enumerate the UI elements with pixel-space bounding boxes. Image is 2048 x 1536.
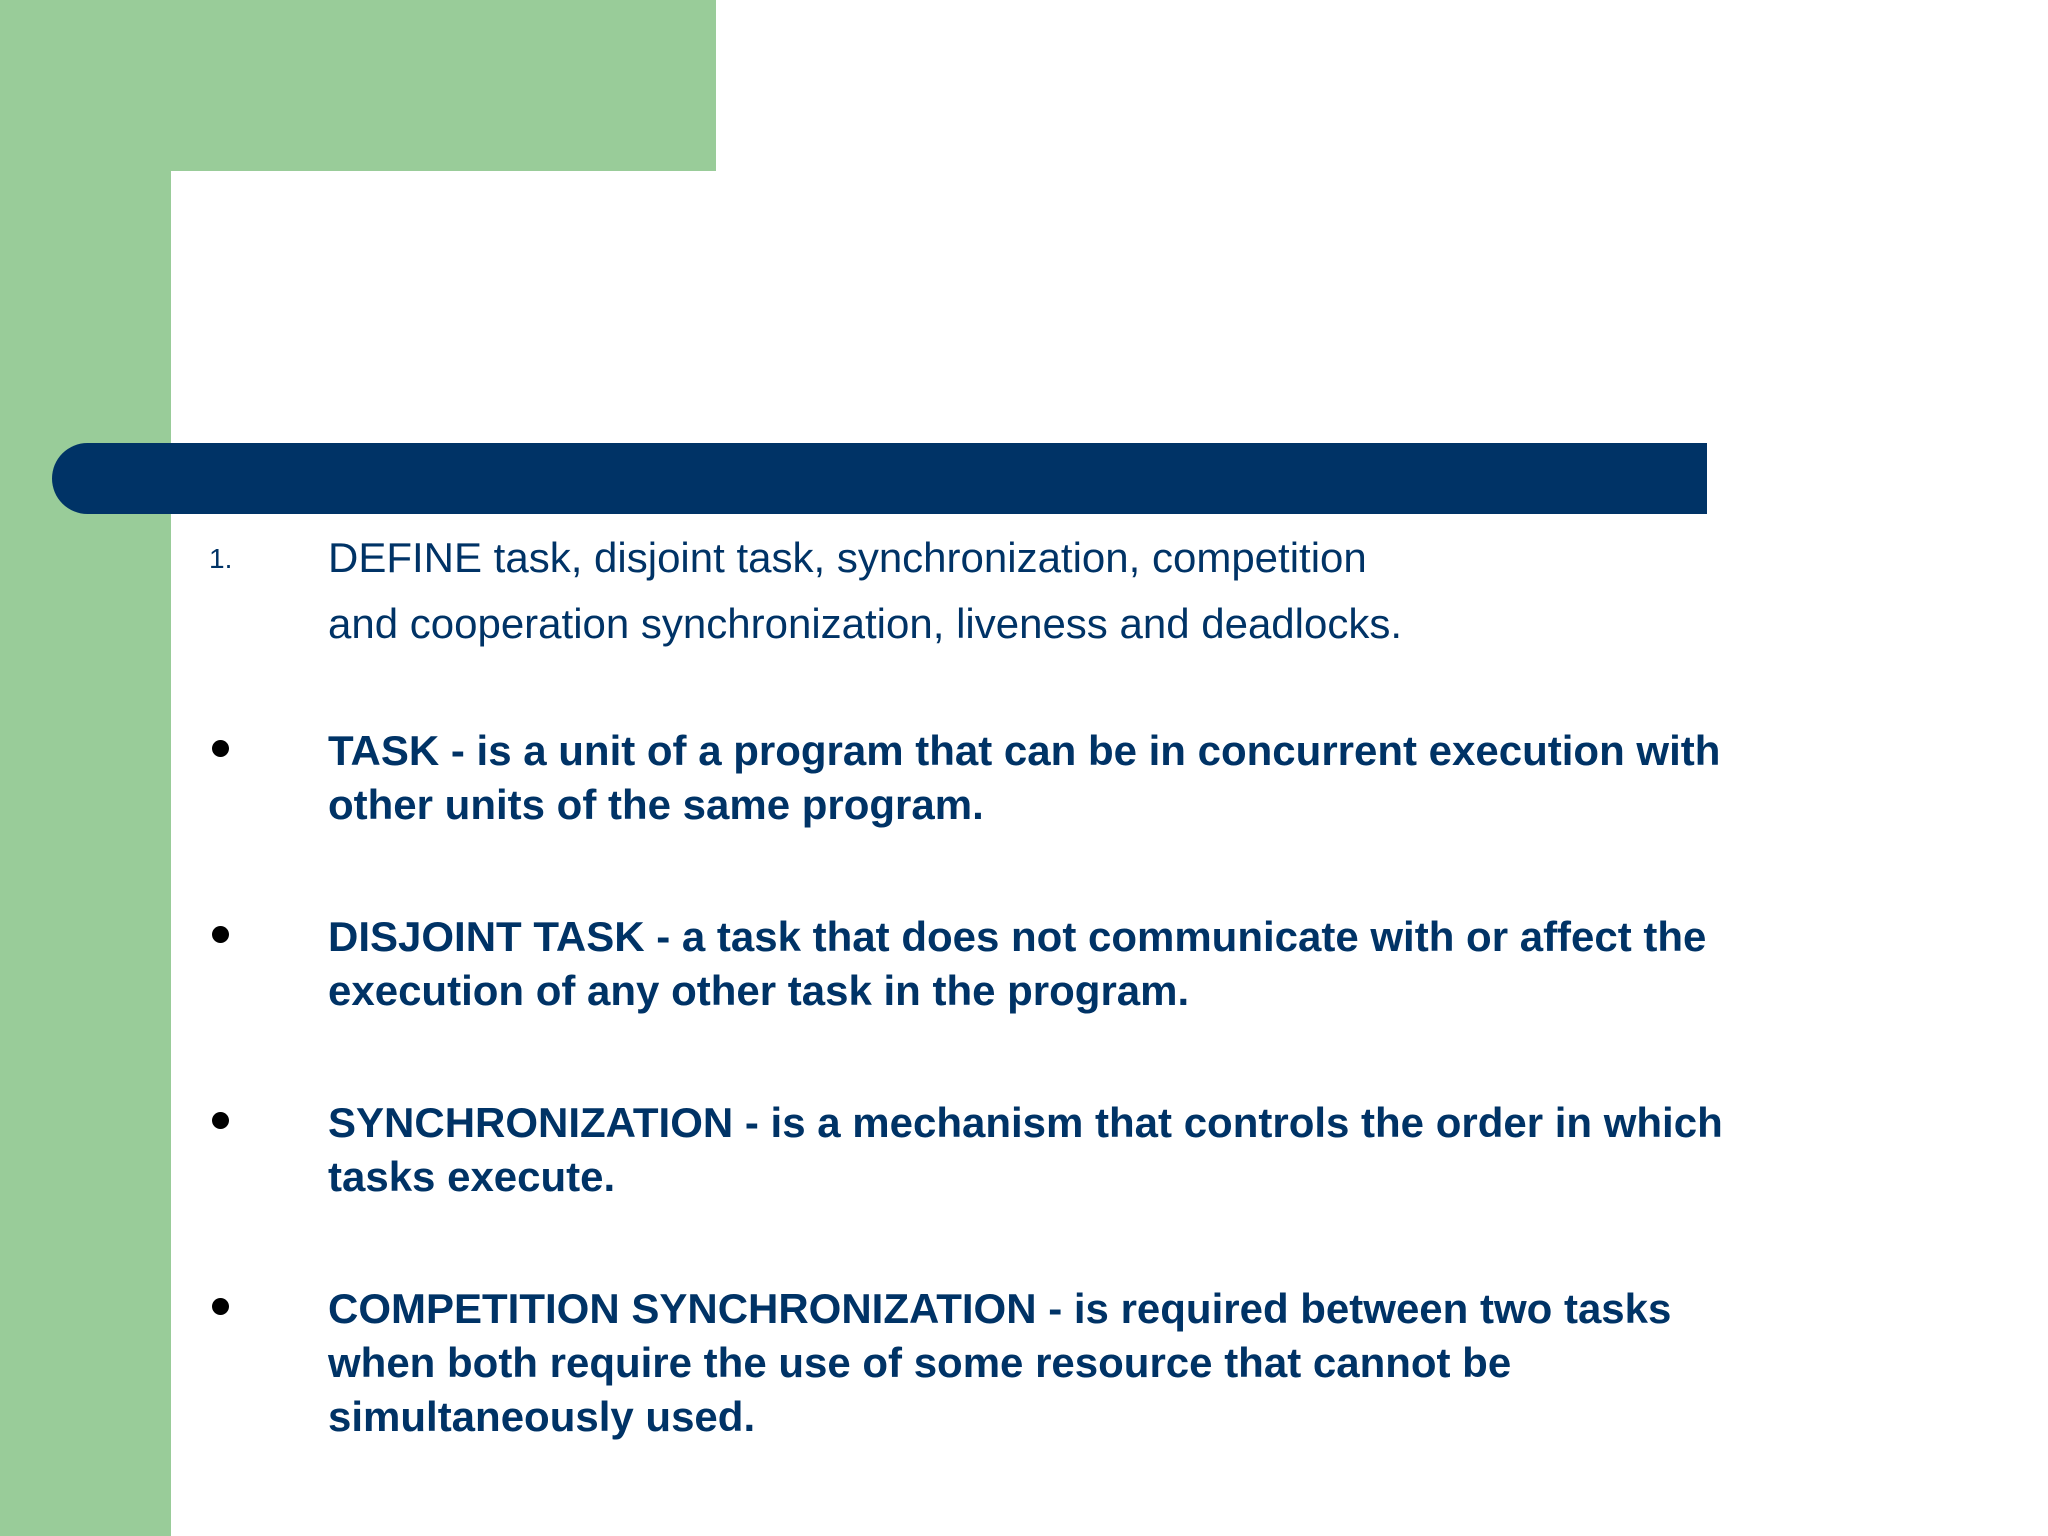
bullet-line-2: execution of any other task in the program. (328, 967, 1190, 1014)
list-number: 1. (209, 543, 233, 574)
green-top-block (0, 0, 716, 171)
numbered-item-line-1: DEFINE task, disjoint task, synchronization, competition (328, 534, 1367, 581)
bullet-line-1: COMPETITION SYNCHRONIZATION - is required between two tasks (328, 1285, 1672, 1332)
bullet-icon (212, 1298, 229, 1315)
bullet-icon (212, 926, 229, 943)
bullet-text (328, 724, 1888, 832)
bullet-text (328, 1282, 1888, 1444)
bullet-line-2: when both require the use of some resource that cannot be (328, 1339, 1512, 1386)
numbered-item-text (328, 525, 1402, 657)
numbered-item-line-2: and cooperation synchronization, liveness and deadlocks. (328, 600, 1403, 647)
bullet-line-2: other units of the same program. (328, 781, 984, 828)
green-sidebar (0, 0, 171, 1536)
title-bar (52, 443, 1707, 514)
bullet-line-1: DISJOINT TASK - a task that does not communicate with or affect the (328, 913, 1707, 960)
bullet-line-1: TASK - is a unit of a program that can be in concurrent execution with (328, 727, 1721, 774)
bullet-text (328, 1096, 1888, 1204)
bullet-icon (212, 1112, 229, 1129)
bullet-line-2: tasks execute. (328, 1153, 616, 1200)
bullet-icon (212, 740, 229, 757)
bullet-line-3: simultaneously used. (328, 1393, 756, 1440)
bullet-text (328, 910, 1888, 1018)
bullet-line-1: SYNCHRONIZATION - is a mechanism that controls the order in which (328, 1099, 1723, 1146)
